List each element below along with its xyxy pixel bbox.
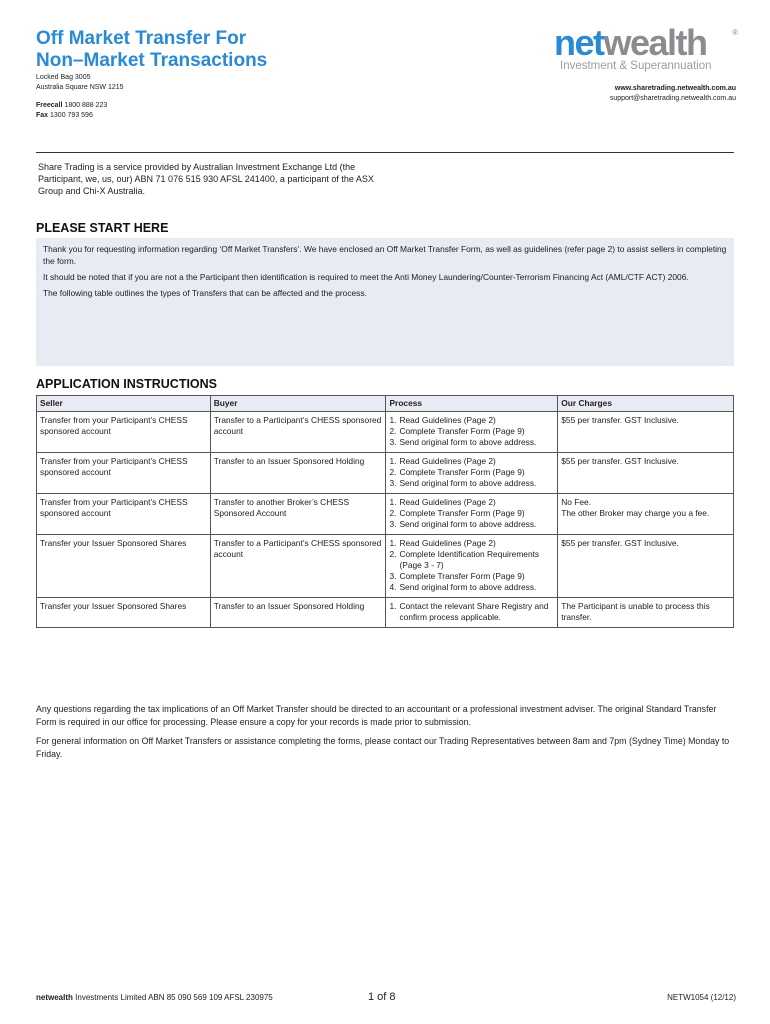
email-link[interactable]: support@sharetrading.netwealth.com.au: [609, 95, 736, 102]
process-steps: [389, 497, 554, 530]
postal-address: [36, 73, 124, 121]
cell-process: [386, 412, 558, 453]
closing-paragraph: For general information on Off Market Transfers or assistance completing the forms, please contact our Trading Representatives between 8am and 7pm (Sydney Time) Monday to Friday.: [36, 736, 730, 759]
step-number: 2.: [389, 549, 397, 559]
step-text: Read Guidelines (Page 2): [399, 538, 496, 548]
registered-mark: ®: [732, 28, 738, 37]
cell-buyer: Transfer to another Broker’s CHESS Sponsored Account: [210, 494, 386, 535]
process-steps: [389, 601, 554, 623]
step-number: 3.: [389, 478, 397, 488]
process-step: [389, 508, 554, 519]
table-header-row: [37, 396, 734, 412]
closing-paragraph: Any questions regarding the tax implications of an Off Market Transfer should be directed to an accountant or a professional investment adviser. The original Standard Transfer Form is required in our office for processing. Please ensure a copy for your records is made prior to submission.: [36, 704, 717, 727]
column-header-process: Process: [386, 396, 558, 412]
form-code: NETW1054 (12/12): [667, 993, 736, 1002]
cell-process: [386, 598, 558, 628]
charge-text: $55 per transfer. GST Inclusive.: [561, 456, 679, 466]
process-step: [389, 478, 554, 489]
footer-brand: netwealth: [36, 993, 73, 1002]
cell-buyer: Transfer to a Participant’s CHESS sponsored account: [210, 535, 386, 598]
closing-notes: [36, 703, 736, 767]
cell-process: [386, 453, 558, 494]
cell-charges: [558, 494, 734, 535]
step-number: 1.: [389, 456, 397, 466]
step-text: Complete Identification Requirements (Page 3 - 7): [399, 549, 540, 570]
table-row: [37, 412, 734, 453]
process-step: [389, 456, 554, 467]
step-number: 2.: [389, 467, 397, 477]
step-number: 1.: [389, 415, 397, 425]
contact-details: [610, 84, 736, 104]
step-text: Send original form to above address.: [399, 478, 537, 488]
table-body: [37, 412, 734, 628]
process-step: [389, 549, 554, 571]
freecall-line: [36, 101, 124, 111]
step-text: Send original form to above address.: [399, 519, 537, 529]
start-here-box: [36, 238, 734, 366]
charge-text: No Fee.: [561, 497, 592, 507]
step-number: 1.: [389, 497, 397, 507]
step-text: Send original form to above address.: [399, 437, 537, 447]
logo-net: net: [554, 22, 604, 63]
fax-label: Fax: [36, 112, 49, 119]
application-instructions-heading: APPLICATION INSTRUCTIONS: [36, 377, 218, 391]
column-header-charges: Our Charges: [558, 396, 734, 412]
page-number: 1 of 8: [368, 991, 396, 1003]
cell-charges: [558, 412, 734, 453]
process-step: [389, 467, 554, 478]
start-here-paragraph: The following table outlines the types of Transfers that can be affected and the process.: [43, 288, 367, 298]
step-number: 2.: [389, 508, 397, 518]
fax-line: [36, 111, 124, 121]
document-title: [36, 28, 267, 72]
step-number: 3.: [389, 519, 397, 529]
charge-text: The Participant is unable to process this transfer.: [561, 601, 710, 622]
cell-charges: [558, 453, 734, 494]
cell-seller: Transfer from your Participant’s CHESS sponsored account: [37, 453, 211, 494]
step-number: 4.: [389, 582, 397, 592]
cell-seller: Transfer your Issuer Sponsored Shares: [37, 598, 211, 628]
process-step: [389, 538, 554, 549]
cell-charges: [558, 598, 734, 628]
step-number: 1.: [389, 601, 397, 611]
cell-seller: Transfer from your Participant’s CHESS sponsored account: [37, 412, 211, 453]
logo-wealth: wealth: [603, 22, 707, 63]
step-text: Complete Transfer Form (Page 9): [399, 571, 525, 581]
charge-text: $55 per transfer. GST Inclusive.: [561, 415, 679, 425]
fax-number: 1300 793 596: [50, 112, 93, 119]
process-steps: [389, 415, 554, 448]
step-number: 2.: [389, 426, 397, 436]
cell-seller: Transfer from your Participant’s CHESS sponsored account: [37, 494, 211, 535]
cell-seller: Transfer your Issuer Sponsored Shares: [37, 535, 211, 598]
footer-company: [36, 993, 273, 1002]
cell-process: [386, 535, 558, 598]
table-row: [37, 598, 734, 628]
step-text: Read Guidelines (Page 2): [399, 497, 496, 507]
start-here-paragraph: It should be noted that if you are not a the Participant then identification is required to meet the Anti Money Laundering/Counter-Terrorism Financing Act (AML/CTF ACT) 2006.: [43, 272, 689, 282]
table-row: [37, 453, 734, 494]
title-line-2: Non–Market Transactions: [36, 50, 268, 71]
step-text: Complete Transfer Form (Page 9): [399, 426, 525, 436]
step-text: Contact the relevant Share Registry and confirm process applicable.: [399, 601, 549, 622]
process-step: [389, 601, 554, 623]
netwealth-logo: [554, 22, 738, 78]
step-number: 3.: [389, 437, 397, 447]
step-number: 1.: [389, 538, 397, 548]
instructions-table: [36, 395, 734, 628]
step-text: Read Guidelines (Page 2): [399, 456, 496, 466]
process-step: [389, 519, 554, 530]
footer-company-details: Investments Limited ABN 85 090 569 109 AFSL 230975: [75, 993, 273, 1002]
start-here-heading: PLEASE START HERE: [36, 221, 169, 235]
step-number: 3.: [389, 571, 397, 581]
cell-buyer: Transfer to an Issuer Sponsored Holding: [210, 598, 386, 628]
address-line-2: Australia Square NSW 1215: [36, 84, 124, 91]
title-line-1: Off Market Transfer For: [36, 28, 247, 49]
process-step: [389, 582, 554, 593]
process-step: [389, 571, 554, 582]
step-text: Complete Transfer Form (Page 9): [399, 508, 525, 518]
logo-wordmark: [554, 22, 738, 63]
cell-charges: [558, 535, 734, 598]
cell-process: [386, 494, 558, 535]
logo-tagline: Investment & Superannuation: [560, 60, 712, 72]
charge-text: $55 per transfer. GST Inclusive.: [561, 538, 679, 548]
freecall-label: Freecall: [36, 102, 63, 109]
website-link[interactable]: www.sharetrading.netwealth.com.au: [614, 85, 736, 92]
table-row: [37, 494, 734, 535]
freecall-number: 1800 888 223: [64, 102, 108, 109]
process-steps: [389, 538, 554, 593]
cell-buyer: Transfer to an Issuer Sponsored Holding: [210, 453, 386, 494]
step-text: Complete Transfer Form (Page 9): [399, 467, 525, 477]
intro-text: Share Trading is a service provided by Australian Investment Exchange Ltd (the Participant, we, us, our) ABN 71 076 515 930 AFSL 241400, a participant of the ASX Group and Chi-X Australia.: [38, 162, 374, 196]
table-row: [37, 535, 734, 598]
column-header-seller: Seller: [37, 396, 211, 412]
process-step: [389, 426, 554, 437]
column-header-buyer: Buyer: [210, 396, 386, 412]
address-line-1: Locked Bag 3005: [36, 74, 91, 81]
charge-text: The other Broker may charge you a fee.: [561, 508, 710, 518]
step-text: Send original form to above address.: [399, 582, 537, 592]
header-divider: [36, 152, 734, 153]
process-step: [389, 497, 554, 508]
step-text: Read Guidelines (Page 2): [399, 415, 496, 425]
process-steps: [389, 456, 554, 489]
process-step: [389, 415, 554, 426]
page-footer: [36, 991, 736, 1005]
start-here-paragraph: Thank you for requesting information regarding ‘Off Market Transfers’. We have enclosed an Off Market Transfer Form, as well as guidelines (refer page 2) to assist sellers in completing the form.: [43, 244, 727, 266]
cell-buyer: Transfer to a Participant’s CHESS sponsored account: [210, 412, 386, 453]
process-step: [389, 437, 554, 448]
